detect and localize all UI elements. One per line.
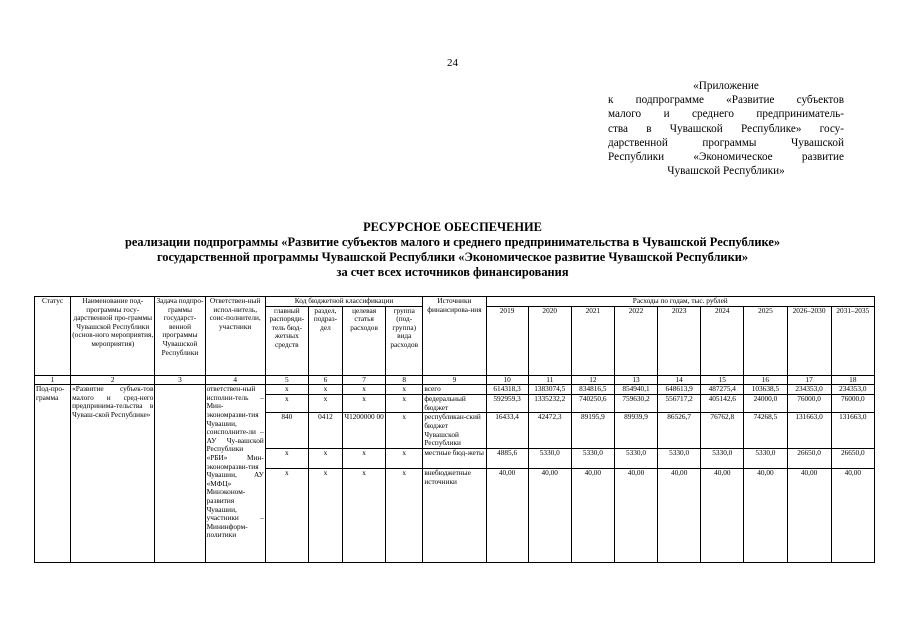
value-cell: 42472,3 [528,413,571,449]
section-cell: x [308,449,342,469]
value-cell: 40,00 [787,469,831,563]
value-cell: 740250,6 [571,395,614,413]
header-year: 2020 [528,306,571,375]
source-cell: всего [423,385,486,395]
column-number: 10 [486,375,528,385]
main-manager-cell: 840 [265,413,308,449]
value-cell: 89195,9 [571,413,614,449]
value-cell: 5330,0 [744,449,787,469]
table-row [35,385,875,395]
column-number: 3 [155,375,205,385]
document-title: РЕСУРСНОЕ ОБЕСПЕЧЕНИЕ [363,220,542,234]
value-cell: 74268,5 [744,413,787,449]
group-cell: x [386,395,423,413]
value-cell: 16433,4 [486,413,528,449]
column-number: 18 [831,375,874,385]
section-cell: x [308,469,342,563]
value-cell: 556717,2 [658,395,701,413]
resource-table [34,296,875,563]
appendix-line: к подпрограмме «Развитие субъектов [608,94,844,107]
group-cell: x [386,385,423,395]
column-number: 9 [423,375,486,385]
value-cell: 76762,8 [701,413,744,449]
document-subtitle-line: за счет всех источников финансирования [336,265,569,279]
value-cell: 5330,0 [571,449,614,469]
value-cell: 5330,0 [614,449,657,469]
value-cell: 5330,0 [528,449,571,469]
header-target: целевая статья расходов [343,306,386,375]
group-cell: x [386,469,423,563]
header-group: группа (под-группа) вида расходов [386,306,423,375]
column-number: 15 [701,375,744,385]
header-task: Задача подпро-граммы государст-венной программы Чувашской Республики [155,297,205,376]
value-cell: 5330,0 [701,449,744,469]
header-sources: Источники финансирова-ния [423,297,486,376]
value-cell: 131663,0 [787,413,831,449]
value-cell: 131663,0 [831,413,874,449]
value-cell: 648613,9 [658,385,701,395]
document-subtitle-line: реализации подпрограммы «Развитие субъектов малого и среднего предпринимательства в Чувашской Республике» [124,235,781,249]
appendix-line: ства в Чувашской Республике» госу- [608,122,844,135]
group-cell: x [386,413,423,449]
value-cell: 40,00 [486,469,528,563]
group-cell: x [386,449,423,469]
column-number: 14 [658,375,701,385]
value-cell: 1383074,5 [528,385,571,395]
column-number: 4 [205,375,265,385]
value-cell: 26650,0 [787,449,831,469]
column-number: 16 [744,375,787,385]
main-manager-cell: x [265,449,308,469]
value-cell: 234353,0 [787,385,831,395]
column-number: 7 [343,375,386,385]
column-number: 2 [71,375,155,385]
value-cell: 759630,2 [614,395,657,413]
section-cell: x [308,395,342,413]
column-number: 5 [265,375,308,385]
target-cell: x [343,395,386,413]
value-cell: 614318,3 [486,385,528,395]
header-main-manager: главный распоряди-тель бюд-жетных средств [265,306,308,375]
value-cell: 1335232,2 [528,395,571,413]
header-responsible: Ответствен-ный испол-нитель, соис-полнители, участники [205,297,265,376]
header-year: 2022 [614,306,657,375]
status-cell: Под-про-грамма [35,385,71,563]
header-expenses: Расходы по годам, тыс. рублей [486,297,874,307]
appendix-line: малого и среднего предприниматель- [608,108,844,121]
task-cell [155,385,205,563]
target-cell: x [343,449,386,469]
value-cell: 592959,3 [486,395,528,413]
appendix-line: дарственной программы Чувашской [608,136,844,149]
value-cell: 76000,0 [831,395,874,413]
value-cell: 40,00 [658,469,701,563]
value-cell: 5330,0 [658,449,701,469]
value-cell: 40,00 [744,469,787,563]
value-cell: 24000,0 [744,395,787,413]
column-numbers-row [35,375,875,385]
column-number: 6 [308,375,342,385]
value-cell: 40,00 [571,469,614,563]
header-year: 2031–2035 [831,306,874,375]
header-year: 2019 [486,306,528,375]
column-number: 13 [614,375,657,385]
header-year: 2025 [744,306,787,375]
header-name: Наименование под-программы госу-дарственной про-граммы Чувашской Республики (основ-ного мероприятия, мероприятия) [71,297,155,376]
value-cell: 487275,4 [701,385,744,395]
header-section: раздел, подраз-дел [308,306,342,375]
source-cell: республикан-ский бюджет Чувашской Республики [423,413,486,449]
column-number: 8 [386,375,423,385]
section-cell: x [308,385,342,395]
document-subtitle-line: государственной программы Чувашской Республики «Экономическое развитие Чувашской Республики» [156,250,749,264]
value-cell: 234353,0 [831,385,874,395]
source-cell: внебюджетные источники [423,469,486,563]
main-manager-cell: x [265,385,308,395]
header-year: 2023 [658,306,701,375]
header-budget-code: Код бюджетной классификации [265,297,423,307]
column-number: 1 [35,375,71,385]
source-cell: местные бюд-жеты [423,449,486,469]
column-number: 11 [528,375,571,385]
responsible-cell: ответствен-ный исполни-тель – Мин-экономразви-тия Чувашии, соисполните-ли – АУ Чу-вашской Республики «РБИ» Мин-экономразви-тия Чувашии, АУ «МФЦ» Минэконом-развития Чувашии, участники – Мининформ-политики [205,385,265,563]
value-cell: 40,00 [701,469,744,563]
header-year: 2021 [571,306,614,375]
column-number: 12 [571,375,614,385]
header-status: Статус [35,297,71,376]
main-manager-cell: x [265,395,308,413]
header-year: 2026–2030 [787,306,831,375]
appendix-note [608,79,844,178]
appendix-line: «Приложение [693,80,759,92]
value-cell: 89939,9 [614,413,657,449]
source-cell: федеральный бюджет [423,395,486,413]
appendix-line: Чувашской Республики» [667,165,785,178]
page-number: 24 [447,57,458,69]
value-cell: 40,00 [614,469,657,563]
section-cell: 0412 [308,413,342,449]
value-cell: 854940,1 [614,385,657,395]
main-manager-cell: x [265,469,308,563]
target-cell: x [343,385,386,395]
value-cell: 40,00 [831,469,874,563]
target-cell: x [343,469,386,563]
value-cell: 26650,0 [831,449,874,469]
target-cell: Ч1200000 00 [343,413,386,449]
value-cell: 834816,5 [571,385,614,395]
program-name-cell: «Развитие субъек-тов малого и сред-него предпринима-тельства в Чуваш-ской Республике» [71,385,155,563]
header-year: 2024 [701,306,744,375]
column-number: 17 [787,375,831,385]
value-cell: 86526,7 [658,413,701,449]
value-cell: 405142,6 [701,395,744,413]
value-cell: 40,00 [528,469,571,563]
value-cell: 103638,5 [744,385,787,395]
value-cell: 4885,6 [486,449,528,469]
appendix-line: Республики «Экономическое развитие [608,151,844,164]
value-cell: 76000,0 [787,395,831,413]
